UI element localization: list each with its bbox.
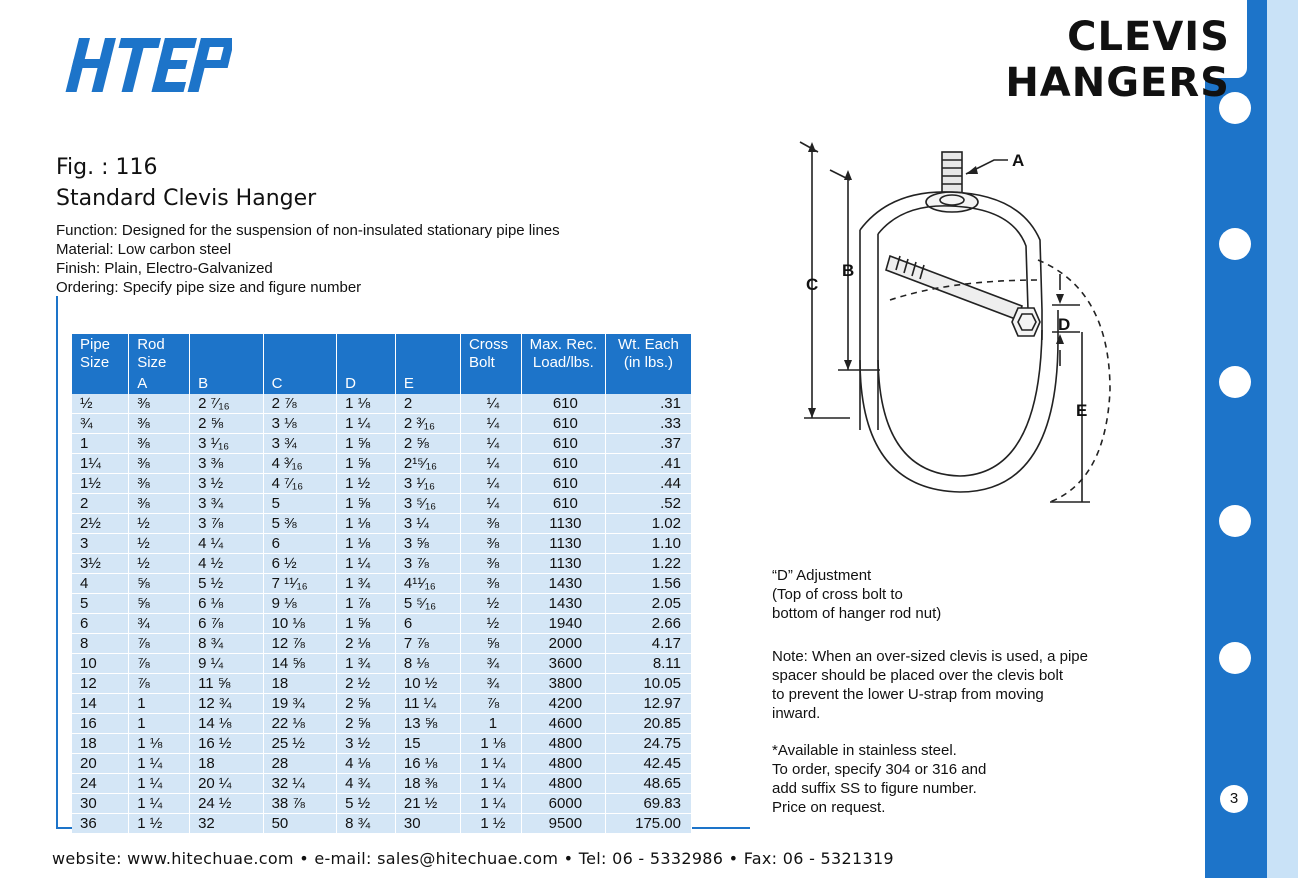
cell-weight: 10.05 bbox=[605, 674, 691, 694]
cell-max-load: 2000 bbox=[521, 634, 605, 654]
cell-rod-size-a: ⅞ bbox=[129, 654, 190, 674]
right-margin-light-strip bbox=[1267, 0, 1298, 878]
table-row bbox=[72, 514, 692, 534]
cell-pipe-size: 36 bbox=[72, 814, 129, 834]
cell-c: 50 bbox=[263, 814, 337, 834]
header-max-load: Max. Rec. Load/lbs. bbox=[521, 334, 605, 394]
table-row bbox=[72, 714, 692, 734]
header-weight: Wt. Each (in lbs.) bbox=[605, 334, 691, 394]
cell-weight: 175.00 bbox=[605, 814, 691, 834]
cell-cross-bolt: ¼ bbox=[460, 454, 521, 474]
cell-pipe-size: 5 bbox=[72, 594, 129, 614]
binder-hole bbox=[1219, 366, 1251, 398]
htep-logo bbox=[62, 34, 232, 96]
cell-cross-bolt: ¼ bbox=[460, 414, 521, 434]
cell-e: 8 ⅛ bbox=[395, 654, 460, 674]
table-body bbox=[72, 394, 692, 834]
header-d: D bbox=[345, 375, 356, 392]
cell-rod-size-a: 1 ¼ bbox=[129, 774, 190, 794]
cell-rod-size-a: 1 ¼ bbox=[129, 794, 190, 814]
cell-e: 3 ¹⁄₁₆ bbox=[395, 474, 460, 494]
spec-ordering: Ordering: Specify pipe size and figure number bbox=[56, 279, 362, 296]
spec-function: Function: Designed for the suspension of non-insulated stationary pipe lines bbox=[56, 222, 560, 239]
cell-rod-size-a: ½ bbox=[129, 534, 190, 554]
cell-max-load: 9500 bbox=[521, 814, 605, 834]
cell-pipe-size: 8 bbox=[72, 634, 129, 654]
cell-max-load: 610 bbox=[521, 474, 605, 494]
cell-max-load: 1130 bbox=[521, 514, 605, 534]
cell-max-load: 4200 bbox=[521, 694, 605, 714]
cell-e: 13 ⅝ bbox=[395, 714, 460, 734]
cell-b: 3 ⅞ bbox=[190, 514, 264, 534]
cell-pipe-size: 1¼ bbox=[72, 454, 129, 474]
header-d-cell bbox=[337, 334, 396, 394]
cell-weight: 2.05 bbox=[605, 594, 691, 614]
table-row bbox=[72, 554, 692, 574]
d-adjustment-note bbox=[772, 566, 941, 623]
cell-d: 2 ⅝ bbox=[337, 714, 396, 734]
cell-max-load: 3600 bbox=[521, 654, 605, 674]
cell-e: 3 ⁵⁄₁₆ bbox=[395, 494, 460, 514]
cell-b: 3 ⅜ bbox=[190, 454, 264, 474]
cell-b: 2 ⅝ bbox=[190, 414, 264, 434]
note-line: inward. bbox=[772, 705, 821, 722]
cell-weight: 1.22 bbox=[605, 554, 691, 574]
table-row bbox=[72, 674, 692, 694]
cell-cross-bolt: ⅜ bbox=[460, 554, 521, 574]
note-line: to prevent the lower U-strap from moving bbox=[772, 686, 1044, 703]
cell-cross-bolt: 1 ¼ bbox=[460, 794, 521, 814]
binder-hole bbox=[1219, 642, 1251, 674]
cell-cross-bolt: ⅜ bbox=[460, 514, 521, 534]
note-line: (Top of cross bolt to bbox=[772, 586, 903, 603]
cell-b: 3 ¹⁄₁₆ bbox=[190, 434, 264, 454]
header-a: A bbox=[137, 375, 148, 392]
cell-c: 3 ¾ bbox=[263, 434, 337, 454]
cell-max-load: 1430 bbox=[521, 574, 605, 594]
table-row bbox=[72, 734, 692, 754]
cell-e: 3 ⅞ bbox=[395, 554, 460, 574]
cell-e: 6 bbox=[395, 614, 460, 634]
cell-weight: .31 bbox=[605, 394, 691, 414]
contact-footer: website: www.hitechuae.com • e-mail: sales@hitechuae.com • Tel: 06 - 5332986 • Fax: 06 - 5321319 bbox=[52, 849, 894, 868]
cell-e: 21 ½ bbox=[395, 794, 460, 814]
cell-b: 6 ⅞ bbox=[190, 614, 264, 634]
cell-cross-bolt: ⅜ bbox=[460, 574, 521, 594]
cell-c: 6 ½ bbox=[263, 554, 337, 574]
cell-weight: .44 bbox=[605, 474, 691, 494]
cell-cross-bolt: ¾ bbox=[460, 674, 521, 694]
cell-rod-size-a: 1 bbox=[129, 714, 190, 734]
cell-cross-bolt: 1 ¼ bbox=[460, 754, 521, 774]
cell-c: 19 ¾ bbox=[263, 694, 337, 714]
cell-c: 18 bbox=[263, 674, 337, 694]
cell-weight: 1.02 bbox=[605, 514, 691, 534]
cell-e: 15 bbox=[395, 734, 460, 754]
table-row bbox=[72, 634, 692, 654]
cell-b: 24 ½ bbox=[190, 794, 264, 814]
cell-e: 2 bbox=[395, 394, 460, 414]
cell-cross-bolt: ⅝ bbox=[460, 634, 521, 654]
cell-d: 1 ¾ bbox=[337, 654, 396, 674]
cell-pipe-size: 2½ bbox=[72, 514, 129, 534]
binder-hole bbox=[1219, 228, 1251, 260]
cell-d: 1 ⅛ bbox=[337, 394, 396, 414]
cell-d: 2 ⅝ bbox=[337, 694, 396, 714]
cell-d: 1 ⅝ bbox=[337, 434, 396, 454]
cell-cross-bolt: ¼ bbox=[460, 434, 521, 454]
cell-c: 22 ⅛ bbox=[263, 714, 337, 734]
cell-max-load: 610 bbox=[521, 494, 605, 514]
header-pipe-size: Pipe Size bbox=[72, 334, 129, 394]
cell-c: 3 ⅛ bbox=[263, 414, 337, 434]
cell-rod-size-a: ¾ bbox=[129, 614, 190, 634]
cell-weight: 48.65 bbox=[605, 774, 691, 794]
cell-cross-bolt: 1 ¼ bbox=[460, 774, 521, 794]
header-b-cell bbox=[190, 334, 264, 394]
cell-cross-bolt: ½ bbox=[460, 614, 521, 634]
cell-max-load: 4800 bbox=[521, 734, 605, 754]
cell-rod-size-a: ⅞ bbox=[129, 634, 190, 654]
cell-c: 32 ¼ bbox=[263, 774, 337, 794]
cell-pipe-size: 1½ bbox=[72, 474, 129, 494]
cell-rod-size-a: ⅜ bbox=[129, 394, 190, 414]
cell-pipe-size: 16 bbox=[72, 714, 129, 734]
page-number: 3 bbox=[1220, 785, 1248, 813]
diagram-label-c: C bbox=[806, 275, 819, 294]
header-cross-bolt: Cross Bolt bbox=[460, 334, 521, 394]
dimensions-table bbox=[72, 334, 692, 834]
diagram-label-e: E bbox=[1076, 401, 1088, 420]
cell-c: 14 ⅝ bbox=[263, 654, 337, 674]
cell-rod-size-a: ⅜ bbox=[129, 494, 190, 514]
cell-weight: 20.85 bbox=[605, 714, 691, 734]
cell-e: 30 bbox=[395, 814, 460, 834]
cell-e: 3 ⅝ bbox=[395, 534, 460, 554]
cell-max-load: 1130 bbox=[521, 554, 605, 574]
cell-b: 5 ½ bbox=[190, 574, 264, 594]
cell-max-load: 4800 bbox=[521, 754, 605, 774]
cell-rod-size-a: ⅜ bbox=[129, 434, 190, 454]
cell-cross-bolt: ¼ bbox=[460, 494, 521, 514]
cell-d: 4 ⅛ bbox=[337, 754, 396, 774]
cell-d: 1 ⅞ bbox=[337, 594, 396, 614]
cell-c: 4 ³⁄₁₆ bbox=[263, 454, 337, 474]
cell-e: 18 ⅜ bbox=[395, 774, 460, 794]
cell-pipe-size: 30 bbox=[72, 794, 129, 814]
cell-weight: 24.75 bbox=[605, 734, 691, 754]
header-c-cell bbox=[263, 334, 337, 394]
spec-material: Material: Low carbon steel bbox=[56, 241, 232, 258]
cell-c: 25 ½ bbox=[263, 734, 337, 754]
cell-max-load: 610 bbox=[521, 454, 605, 474]
cell-e: 7 ⅞ bbox=[395, 634, 460, 654]
table-row bbox=[72, 814, 692, 834]
cell-e: 16 ⅛ bbox=[395, 754, 460, 774]
cell-rod-size-a: ⅜ bbox=[129, 454, 190, 474]
stainless-note bbox=[772, 741, 986, 817]
cell-rod-size-a: ⅜ bbox=[129, 474, 190, 494]
table-row bbox=[72, 434, 692, 454]
table-row bbox=[72, 654, 692, 674]
table-row bbox=[72, 694, 692, 714]
cell-d: 1 ⅝ bbox=[337, 494, 396, 514]
cell-d: 1 ¼ bbox=[337, 554, 396, 574]
binder-hole bbox=[1219, 505, 1251, 537]
cell-weight: .52 bbox=[605, 494, 691, 514]
cell-d: 1 ⅝ bbox=[337, 454, 396, 474]
cell-d: 1 ⅝ bbox=[337, 614, 396, 634]
cell-c: 2 ⅞ bbox=[263, 394, 337, 414]
cell-pipe-size: 3½ bbox=[72, 554, 129, 574]
cell-c: 9 ⅛ bbox=[263, 594, 337, 614]
figure-number: Fig. : 116 bbox=[56, 155, 158, 180]
note-line: To order, specify 304 or 316 and bbox=[772, 761, 987, 778]
cell-cross-bolt: ⅞ bbox=[460, 694, 521, 714]
note-line: Price on request. bbox=[772, 799, 886, 816]
table-row bbox=[72, 534, 692, 554]
frame-line-left bbox=[56, 296, 58, 829]
header-rod-size-label: Rod Size bbox=[137, 336, 167, 371]
cell-cross-bolt: ⅜ bbox=[460, 534, 521, 554]
cell-pipe-size: 24 bbox=[72, 774, 129, 794]
table-row bbox=[72, 454, 692, 474]
table-row bbox=[72, 494, 692, 514]
cell-pipe-size: 6 bbox=[72, 614, 129, 634]
cell-pipe-size: 20 bbox=[72, 754, 129, 774]
cell-weight: 4.17 bbox=[605, 634, 691, 654]
cell-rod-size-a: ½ bbox=[129, 554, 190, 574]
cell-d: 1 ¼ bbox=[337, 414, 396, 434]
cell-rod-size-a: 1 ½ bbox=[129, 814, 190, 834]
cell-b: 20 ¼ bbox=[190, 774, 264, 794]
cell-rod-size-a: 1 bbox=[129, 694, 190, 714]
cell-cross-bolt: ¾ bbox=[460, 654, 521, 674]
cell-b: 12 ¾ bbox=[190, 694, 264, 714]
note-line: “D” Adjustment bbox=[772, 567, 872, 584]
cell-max-load: 1430 bbox=[521, 594, 605, 614]
note-line: spacer should be placed over the clevis bolt bbox=[772, 667, 1064, 684]
cell-c: 4 ⁷⁄₁₆ bbox=[263, 474, 337, 494]
cell-b: 4 ¼ bbox=[190, 534, 264, 554]
table-row bbox=[72, 794, 692, 814]
cell-b: 32 bbox=[190, 814, 264, 834]
cell-e: 3 ¼ bbox=[395, 514, 460, 534]
header-c: C bbox=[271, 375, 283, 392]
cell-d: 1 ½ bbox=[337, 474, 396, 494]
cell-weight: 1.10 bbox=[605, 534, 691, 554]
cell-c: 10 ⅛ bbox=[263, 614, 337, 634]
header-e: E bbox=[403, 375, 414, 392]
cell-d: 4 ¾ bbox=[337, 774, 396, 794]
note-line: bottom of hanger rod nut) bbox=[772, 605, 942, 622]
cell-b: 9 ¼ bbox=[190, 654, 264, 674]
cell-e: 5 ⁵⁄₁₆ bbox=[395, 594, 460, 614]
table-row bbox=[72, 474, 692, 494]
spec-finish: Finish: Plain, Electro-Galvanized bbox=[56, 260, 273, 277]
cell-weight: .37 bbox=[605, 434, 691, 454]
figure-name: Standard Clevis Hanger bbox=[56, 186, 317, 211]
cell-max-load: 610 bbox=[521, 434, 605, 454]
cell-d: 8 ¾ bbox=[337, 814, 396, 834]
table-row bbox=[72, 774, 692, 794]
cell-rod-size-a: 1 ⅛ bbox=[129, 734, 190, 754]
oversize-note bbox=[772, 647, 1088, 723]
cell-cross-bolt: ½ bbox=[460, 594, 521, 614]
cell-rod-size-a: ⅝ bbox=[129, 594, 190, 614]
diagram-label-d: D bbox=[1058, 315, 1071, 334]
cell-b: 11 ⅝ bbox=[190, 674, 264, 694]
cell-weight: 8.11 bbox=[605, 654, 691, 674]
cell-b: 3 ¾ bbox=[190, 494, 264, 514]
cell-max-load: 4600 bbox=[521, 714, 605, 734]
cell-pipe-size: 14 bbox=[72, 694, 129, 714]
cell-pipe-size: 12 bbox=[72, 674, 129, 694]
header-b: B bbox=[198, 375, 209, 392]
note-line: *Available in stainless steel. bbox=[772, 742, 957, 759]
cell-cross-bolt: 1 ⅛ bbox=[460, 734, 521, 754]
cell-weight: .41 bbox=[605, 454, 691, 474]
cell-d: 5 ½ bbox=[337, 794, 396, 814]
cell-c: 12 ⅞ bbox=[263, 634, 337, 654]
cell-weight: 42.45 bbox=[605, 754, 691, 774]
table-row bbox=[72, 414, 692, 434]
cell-rod-size-a: ⅜ bbox=[129, 414, 190, 434]
cell-rod-size-a: ⅝ bbox=[129, 574, 190, 594]
cell-max-load: 610 bbox=[521, 414, 605, 434]
cell-max-load: 1130 bbox=[521, 534, 605, 554]
cell-pipe-size: 1 bbox=[72, 434, 129, 454]
cell-c: 6 bbox=[263, 534, 337, 554]
table-row bbox=[72, 614, 692, 634]
cell-rod-size-a: 1 ¼ bbox=[129, 754, 190, 774]
cell-d: 3 ½ bbox=[337, 734, 396, 754]
cell-pipe-size: 4 bbox=[72, 574, 129, 594]
note-line: Note: When an over-sized clevis is used, a pipe bbox=[772, 648, 1088, 665]
cell-b: 18 bbox=[190, 754, 264, 774]
cell-pipe-size: 3 bbox=[72, 534, 129, 554]
cell-pipe-size: ½ bbox=[72, 394, 129, 414]
cell-max-load: 610 bbox=[521, 394, 605, 414]
cell-max-load: 6000 bbox=[521, 794, 605, 814]
right-margin-band bbox=[1205, 0, 1298, 878]
table-header-row bbox=[72, 334, 692, 394]
cell-weight: 69.83 bbox=[605, 794, 691, 814]
diagram-label-a: A bbox=[1012, 151, 1025, 170]
cell-e: 2 ³⁄₁₆ bbox=[395, 414, 460, 434]
cell-weight: 12.97 bbox=[605, 694, 691, 714]
cell-c: 5 bbox=[263, 494, 337, 514]
cell-pipe-size: 18 bbox=[72, 734, 129, 754]
cell-e: 10 ½ bbox=[395, 674, 460, 694]
cell-weight: .33 bbox=[605, 414, 691, 434]
cell-d: 1 ⅛ bbox=[337, 514, 396, 534]
clevis-hanger-drawing bbox=[790, 130, 1120, 550]
cell-pipe-size: 10 bbox=[72, 654, 129, 674]
cell-cross-bolt: ¼ bbox=[460, 394, 521, 414]
header-e-cell bbox=[395, 334, 460, 394]
cell-max-load: 1940 bbox=[521, 614, 605, 634]
page-title: CLEVIS HANGERS bbox=[1005, 14, 1230, 106]
cell-weight: 1.56 bbox=[605, 574, 691, 594]
header-rod-size bbox=[129, 334, 190, 394]
table-row bbox=[72, 394, 692, 414]
cell-b: 8 ¾ bbox=[190, 634, 264, 654]
cell-c: 28 bbox=[263, 754, 337, 774]
cell-max-load: 4800 bbox=[521, 774, 605, 794]
cell-b: 3 ½ bbox=[190, 474, 264, 494]
cell-cross-bolt: 1 ½ bbox=[460, 814, 521, 834]
cell-c: 38 ⅞ bbox=[263, 794, 337, 814]
cell-cross-bolt: ¼ bbox=[460, 474, 521, 494]
cell-pipe-size: ¾ bbox=[72, 414, 129, 434]
cell-b: 6 ⅛ bbox=[190, 594, 264, 614]
cell-rod-size-a: ½ bbox=[129, 514, 190, 534]
cell-e: 11 ¼ bbox=[395, 694, 460, 714]
cell-d: 1 ¾ bbox=[337, 574, 396, 594]
cell-weight: 2.66 bbox=[605, 614, 691, 634]
cell-c: 7 ¹¹⁄₁₆ bbox=[263, 574, 337, 594]
cell-c: 5 ⅜ bbox=[263, 514, 337, 534]
diagram-label-b: B bbox=[842, 261, 855, 280]
cell-d: 2 ⅛ bbox=[337, 634, 396, 654]
cell-b: 2 ⁷⁄₁₆ bbox=[190, 394, 264, 414]
cell-max-load: 3800 bbox=[521, 674, 605, 694]
cell-d: 2 ½ bbox=[337, 674, 396, 694]
cell-e: 2¹⁵⁄₁₆ bbox=[395, 454, 460, 474]
cell-d: 1 ⅛ bbox=[337, 534, 396, 554]
table-row bbox=[72, 594, 692, 614]
cell-pipe-size: 2 bbox=[72, 494, 129, 514]
cell-b: 14 ⅛ bbox=[190, 714, 264, 734]
cell-e: 4¹¹⁄₁₆ bbox=[395, 574, 460, 594]
table-row bbox=[72, 754, 692, 774]
note-line: add suffix SS to figure number. bbox=[772, 780, 977, 797]
cell-rod-size-a: ⅞ bbox=[129, 674, 190, 694]
table-row bbox=[72, 574, 692, 594]
cell-b: 4 ½ bbox=[190, 554, 264, 574]
cell-e: 2 ⅝ bbox=[395, 434, 460, 454]
cell-cross-bolt: 1 bbox=[460, 714, 521, 734]
cell-b: 16 ½ bbox=[190, 734, 264, 754]
